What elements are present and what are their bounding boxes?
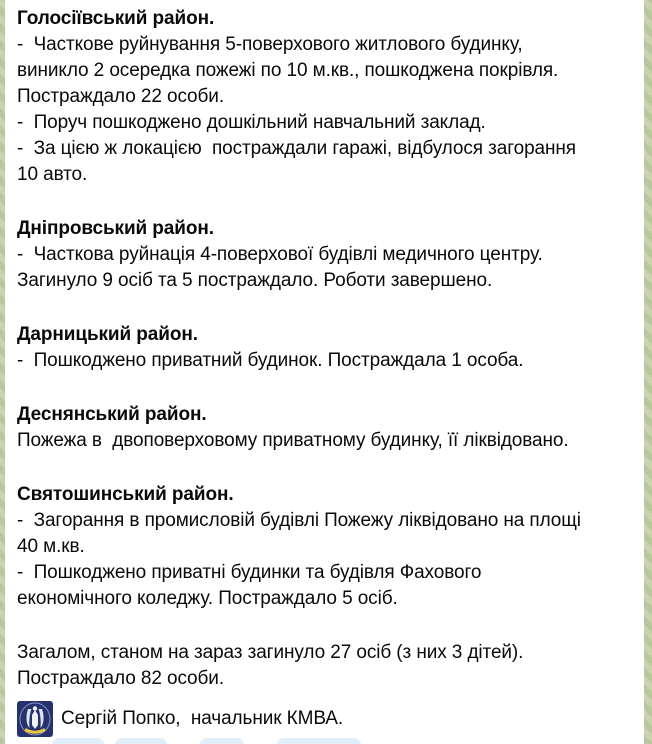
reaction-pill[interactable] xyxy=(52,738,104,744)
message-line: Постраждало 22 особи. xyxy=(17,86,225,107)
message-line: Постраждало 82 особи. xyxy=(17,668,225,689)
message-line: - Пошкоджено приватний будинок. Постраждала 1 особа. xyxy=(17,350,524,371)
signature-text: Сергій Попко, начальник КМВА. xyxy=(61,708,344,729)
message-line: - За цією ж локацією постраждали гаражі, відбулося загорання xyxy=(17,138,576,159)
summary-section xyxy=(17,640,632,692)
message-line: Загалом, станом на зараз загинуло 27 осіб (з них 3 дітей). xyxy=(17,642,524,663)
district-section-holosiivskyi xyxy=(17,6,632,188)
message-line: Пожежа в двоповерховому приватному будинку, її ліквідовано. xyxy=(17,430,569,451)
kmva-emblem-icon xyxy=(17,701,53,737)
message-line: - Часткове руйнування 5-поверхового житлового будинку, xyxy=(17,34,523,55)
district-title: Святошинський район. xyxy=(17,484,234,505)
reaction-pill[interactable] xyxy=(115,738,167,744)
reaction-pill[interactable] xyxy=(277,738,361,744)
district-section-darnytskyi xyxy=(17,322,632,374)
message-line: 40 м.кв. xyxy=(17,536,85,557)
message-line: 10 авто. xyxy=(17,164,88,185)
district-section-sviatoshynskyi xyxy=(17,482,632,612)
message-line: виникло 2 осередка пожежі по 10 м.кв., пошкоджена покрівля. xyxy=(17,60,559,81)
message-line: Загинуло 9 осіб та 5 постраждало. Роботи завершено. xyxy=(17,270,493,291)
reaction-pill[interactable] xyxy=(200,738,244,744)
district-section-desnianskyi xyxy=(17,402,632,454)
signature-row xyxy=(17,700,632,738)
district-title: Дніпровський район. xyxy=(17,218,214,239)
message-line: - Загорання в промисловій будівлі Пожежу ліквідовано на площі xyxy=(17,510,581,531)
message-bubble xyxy=(5,0,644,744)
district-title: Голосіївський район. xyxy=(17,8,215,29)
reactions-row xyxy=(5,738,644,744)
message-line: - Пошкоджено приватні будинки та будівля Фахового xyxy=(17,562,482,583)
message-line: - Часткова руйнація 4-поверхової будівлі медичного центру. xyxy=(17,244,543,265)
district-title: Деснянський район. xyxy=(17,404,207,425)
message-line: економічного коледжу. Постраждало 5 осіб. xyxy=(17,588,398,609)
district-section-dniprovskyi xyxy=(17,216,632,294)
message-line: - Поруч пошкоджено дошкільний навчальний заклад. xyxy=(17,112,486,133)
district-title: Дарницький район. xyxy=(17,324,198,345)
